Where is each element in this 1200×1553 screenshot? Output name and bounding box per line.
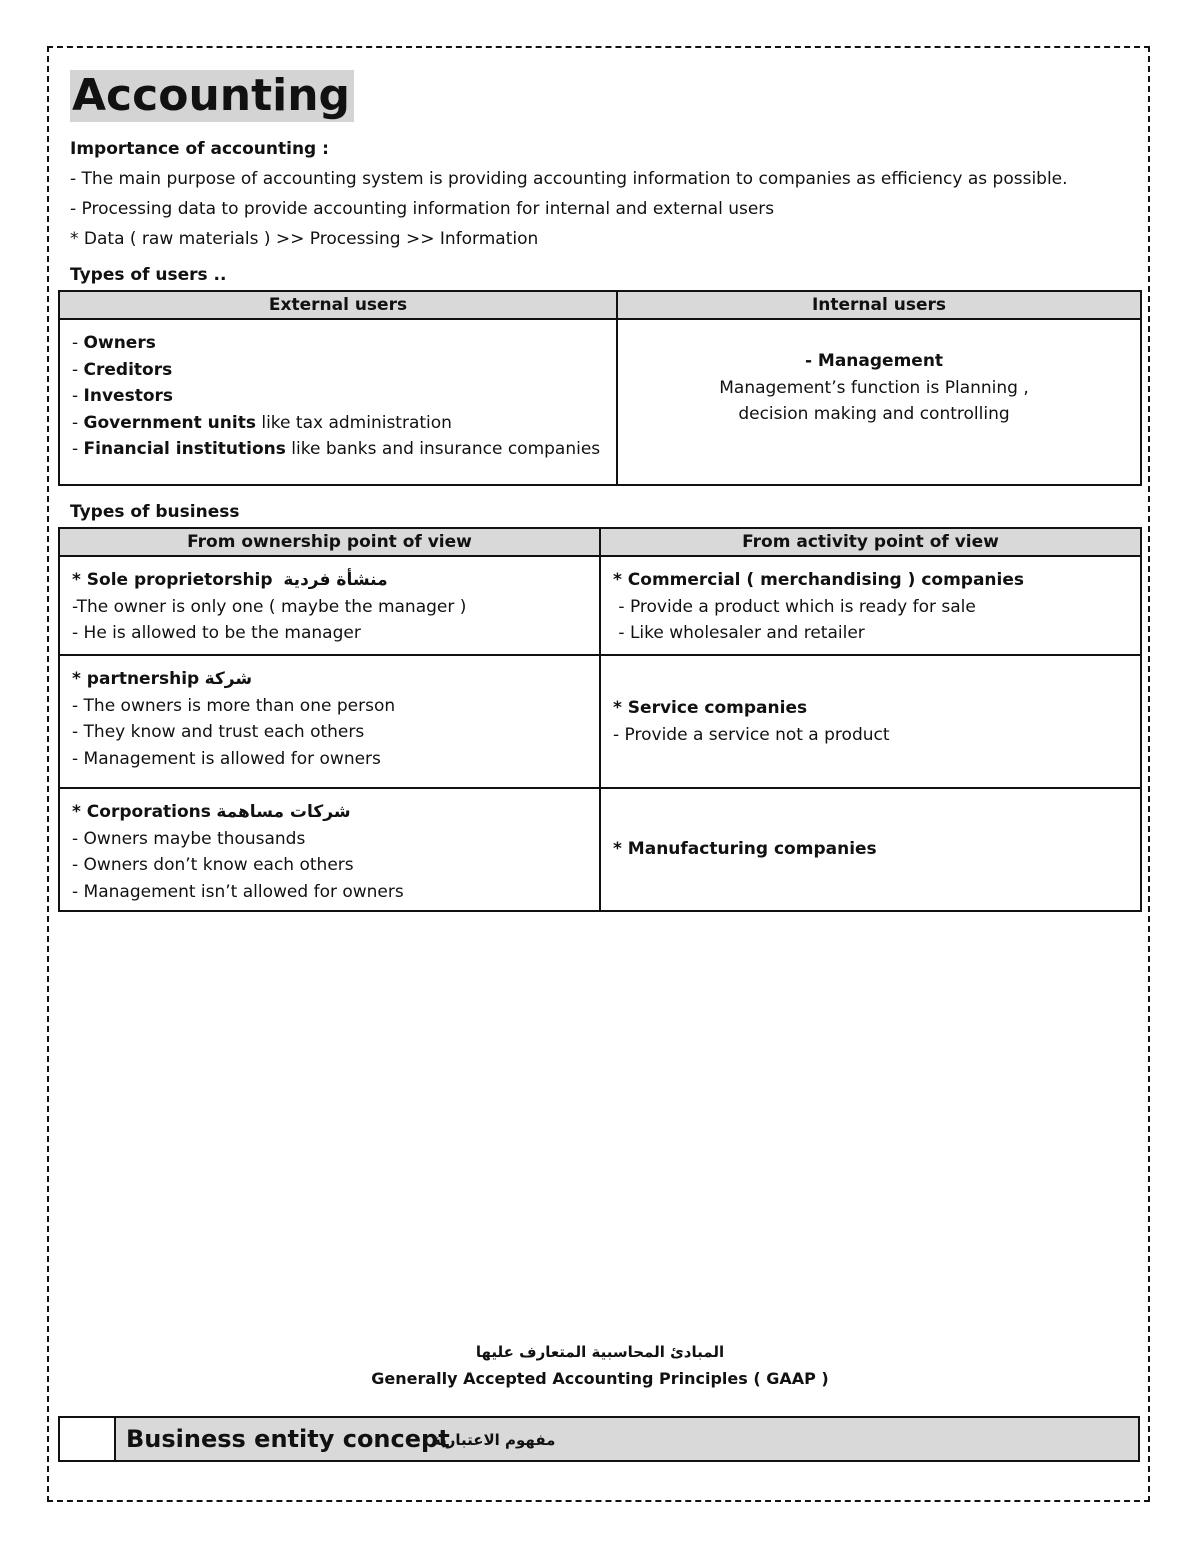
activity-cell-service	[600, 655, 1141, 788]
ownership-line: - He is allowed to be the manager	[72, 623, 361, 643]
internal-user-line: Management’s function is Planning ,	[719, 377, 1029, 398]
ownership-cell-corporations	[59, 788, 600, 911]
page-title: Accounting	[70, 70, 354, 122]
gaap-arabic: المبادئ المحاسبية المتعارف عليها	[475, 1343, 725, 1361]
external-user-item: - Owners	[72, 333, 156, 353]
concept-bar	[58, 1416, 1140, 1462]
internal-users-header: Internal users	[617, 291, 1141, 319]
activity-cell-manufacturing	[600, 788, 1141, 911]
ownership-line: - They know and trust each others	[72, 722, 365, 742]
external-user-item: - Financial institutions like banks and insurance companies	[72, 439, 601, 459]
ownership-line: - Management is allowed for owners	[72, 748, 381, 769]
activity-title: * Commercial ( merchandising ) companies	[613, 570, 1025, 590]
users-heading: Types of users ..	[70, 265, 227, 285]
ownership-title: * Corporations شركات مساهمة	[72, 802, 351, 822]
internal-users-cell	[617, 319, 1141, 485]
gaap-english: Generally Accepted Accounting Principles ( GAAP )	[371, 1369, 829, 1388]
concept-checkbox-box	[60, 1418, 116, 1460]
activity-line: - Provide a product which is ready for sale	[613, 596, 976, 617]
ownership-line: - Owners maybe thousands	[72, 828, 306, 849]
ownership-line: - Management isn’t allowed for owners	[72, 881, 404, 902]
importance-line-2: - Processing data to provide accounting information for internal and external users	[70, 199, 775, 219]
concept-arabic: مفهوم الاعتبارية	[432, 1431, 556, 1449]
ownership-title: * Sole proprietorship منشأة فردية	[72, 570, 388, 590]
activity-title: * Service companies	[613, 698, 808, 718]
importance-heading: Importance of accounting :	[70, 139, 329, 159]
ownership-line: - Owners don’t know each others	[72, 855, 354, 875]
activity-cell-commercial	[600, 556, 1141, 655]
ownership-cell-sole	[59, 556, 600, 655]
external-user-item: - Creditors	[72, 359, 173, 380]
business-table	[58, 527, 1142, 912]
activity-title: * Manufacturing companies	[613, 839, 877, 860]
external-users-cell	[59, 319, 617, 485]
ownership-header: From ownership point of view	[59, 528, 600, 556]
activity-line: - Provide a service not a product	[613, 724, 890, 745]
external-user-item: - Government units like tax administration	[72, 412, 452, 433]
ownership-cell-partnership	[59, 655, 600, 788]
external-user-item: - Investors	[72, 386, 174, 406]
activity-header: From activity point of view	[600, 528, 1141, 556]
importance-line-3: * Data ( raw materials ) >> Processing >> Information	[70, 229, 539, 249]
external-users-header: External users	[59, 291, 617, 319]
internal-user-line: decision making and controlling	[738, 404, 1010, 424]
users-table	[58, 290, 1142, 486]
ownership-line: - The owners is more than one person	[72, 695, 396, 716]
importance-line-1: - The main purpose of accounting system is providing accounting information to companies as efficiency as possible.	[70, 169, 1068, 189]
business-heading: Types of business	[70, 502, 240, 522]
ownership-title: * partnership شركة	[72, 669, 253, 689]
ownership-line: -The owner is only one ( maybe the manager )	[72, 596, 467, 617]
activity-line: - Like wholesaler and retailer	[613, 623, 865, 643]
internal-user-title: - Management	[804, 351, 944, 371]
concept-title: Business entity concept	[126, 1425, 450, 1453]
